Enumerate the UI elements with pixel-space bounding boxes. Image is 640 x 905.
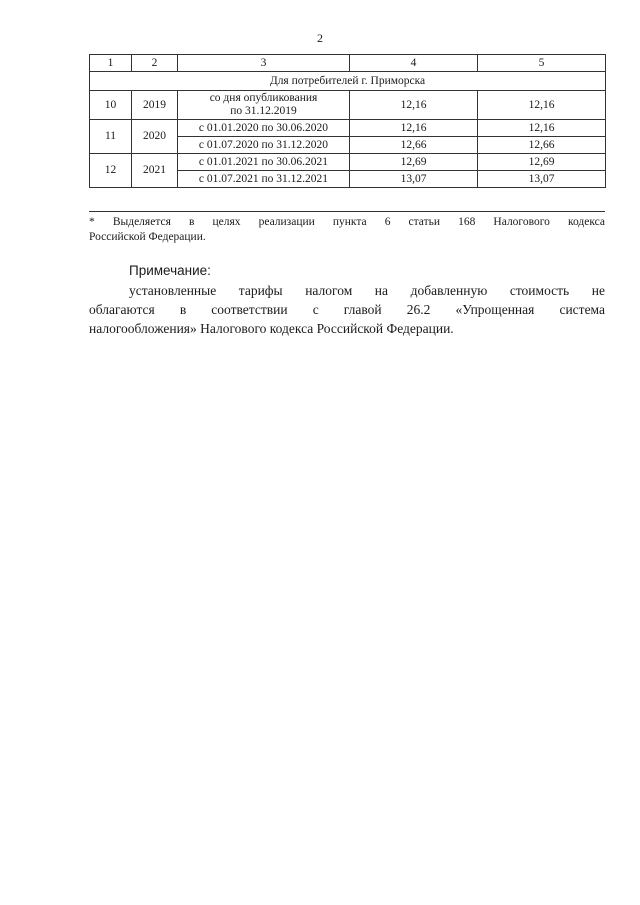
- footnote-line: * Выделяется в целях реализации пункта 6 статьи 168 Налогового кодекса: [89, 216, 605, 228]
- row-col5: 12,16: [478, 91, 606, 120]
- section-row: [90, 72, 606, 91]
- row-col4: 12,66: [350, 137, 478, 154]
- row-col5: 13,07: [478, 171, 606, 188]
- table-row: [90, 154, 606, 171]
- row-year: 2020: [132, 120, 178, 154]
- note-line: установленные тарифы налогом на добавленную стоимость не: [129, 283, 605, 298]
- row-period: [178, 91, 350, 120]
- row-col4: 12,69: [350, 154, 478, 171]
- header-cell: 5: [478, 55, 606, 72]
- note-line: налогообложения» Налогового кодекса Российской Федерации.: [89, 321, 454, 336]
- row-col5: 12,16: [478, 120, 606, 137]
- footnote-line: Российской Федерации.: [89, 231, 206, 243]
- row-col4: 13,07: [350, 171, 478, 188]
- row-period: с 01.01.2020 по 30.06.2020: [178, 120, 350, 137]
- note-title: Примечание:: [129, 263, 211, 278]
- header-cell: 1: [90, 55, 132, 72]
- table-row: [90, 91, 606, 120]
- tariff-table: [89, 54, 606, 188]
- table-row: [90, 120, 606, 137]
- row-col4: 12,16: [350, 120, 478, 137]
- row-number: 12: [90, 154, 132, 188]
- note-line: облагаются в соответствии с главой 26.2 «Упрощенная система: [89, 302, 605, 317]
- row-col4: 12,16: [350, 91, 478, 120]
- period-line: по 31.12.2019: [230, 105, 297, 117]
- row-col5: 12,69: [478, 154, 606, 171]
- header-cell: 2: [132, 55, 178, 72]
- row-number: 10: [90, 91, 132, 120]
- row-period: с 01.01.2021 по 30.06.2021: [178, 154, 350, 171]
- row-year: 2019: [132, 91, 178, 120]
- footnote: [89, 211, 605, 245]
- header-cell: 4: [350, 55, 478, 72]
- row-period: с 01.07.2020 по 31.12.2020: [178, 137, 350, 154]
- header-cell: 3: [178, 55, 350, 72]
- page-number: 2: [317, 31, 323, 45]
- row-col5: 12,66: [478, 137, 606, 154]
- row-number: 11: [90, 120, 132, 154]
- section-title: Для потребителей г. Приморска: [90, 72, 606, 91]
- row-year: 2021: [132, 154, 178, 188]
- note-body: [89, 281, 605, 338]
- table-header-row: [90, 55, 606, 72]
- period-line: со дня опубликования: [209, 92, 318, 104]
- row-period: с 01.07.2021 по 31.12.2021: [178, 171, 350, 188]
